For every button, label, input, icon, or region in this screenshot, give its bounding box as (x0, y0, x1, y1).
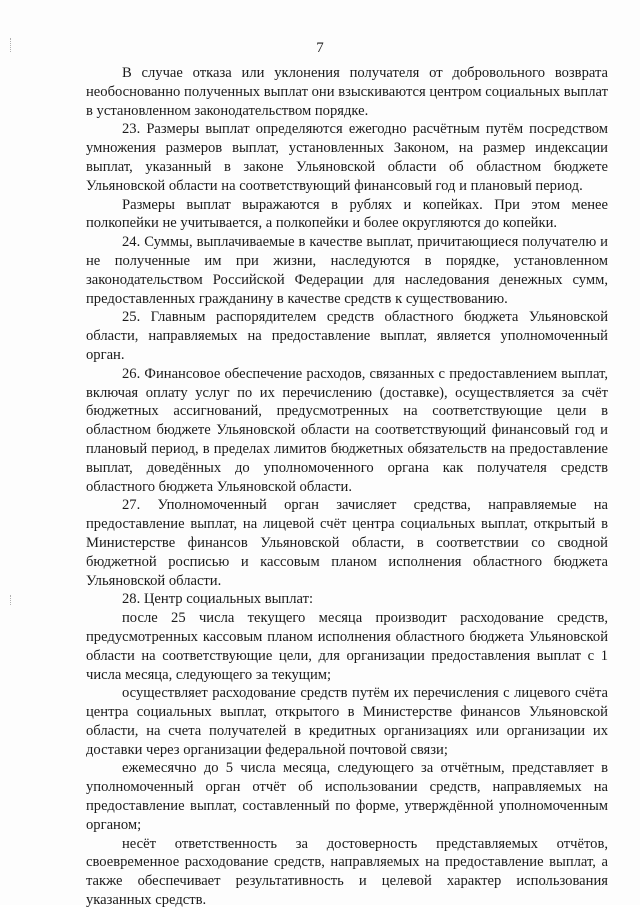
paragraph-28-item-2: осуществляет расходование средств путём их перечисления с лицевого счёта центра социальных выплат, открытого в Министерстве финансов Ульяновской области, на счета получателей в кредитных организациях или организации их доставки через организации федеральной почтовой связи; (86, 685, 608, 758)
paragraph-rounding: Размеры выплат выражаются в рублях и копейках. При этом менее полкопейки не учитывается, а полкопейки и более округляются до копейки. (86, 196, 608, 232)
paragraph-28: 28. Центр социальных выплат: (122, 591, 314, 608)
page-number: 7 (316, 40, 324, 56)
paragraph-28-item-4: несёт ответственность за достоверность представляемых отчётов, своевременное расходование средств, направляемых на предоставление выплат, а также обеспечивает результативность и целевой характер использования указанных средств. (86, 835, 608, 909)
paragraph-23: 23. Размеры выплат определяются ежегодно расчётным путём посредством умножения размеров выплат, установленных Законом, на размер индексации выплат, указанный в законе Ульяновской области об областном бюджете Ульяновской области на соответствующий финансовый год и плановый период. (86, 121, 608, 194)
margin-mark (10, 595, 13, 605)
paragraph-25: 25. Главным распорядителем средств областного бюджета Ульяновской области, направляемых на предоставление выплат, является уполномоченный орган. (86, 309, 608, 363)
paragraph-24: 24. Суммы, выплачиваемые в качестве выплат, причитающиеся получателю и не полученные им при жизни, наследуются в порядке, установленном законодательством Российской Федерации для наследования денежных сумм, предоставленных гражданину в качестве средств к существованию. (86, 234, 608, 307)
document-body (86, 64, 608, 910)
paragraph-28-item-3: ежемесячно до 5 числа месяца, следующего за отчётным, представляет в уполномоченный орган отчёт об использовании средств, направляемых на предоставление выплат, составленный по форме, утверждённой уполномоченным органом; (86, 760, 608, 833)
paragraph-refund: В случае отказа или уклонения получателя от добровольного возврата необоснованно полученных выплат они взыскиваются центром социальных выплат в установленном законодательством порядке. (86, 65, 608, 119)
paragraph-28-item-1: после 25 числа текущего месяца производит расходование средств, предусмотренных кассовым планом исполнения областного бюджета Ульяновской области на соответствующие цели, для организации предоставления выплат с 1 числа месяца, следующего за текущим; (86, 610, 608, 683)
paragraph-27: 27. Уполномоченный орган зачисляет средства, направляемые на предоставление выплат, на лицевой счёт центра социальных выплат, открытый в Министерстве финансов Ульяновской области, в соответствии со сводной бюджетной росписью и кассовым планом исполнения областного бюджета Ульяновской области. (86, 497, 608, 589)
paragraph-26: 26. Финансовое обеспечение расходов, связанных с предоставлением выплат, включая оплату услуг по их перечислению (доставке), осуществляется за счёт бюджетных ассигнований, предусмотренных на соответствующие цели в областном бюджете Ульяновской области на соответствующий финансовый год и плановый период, в пределах лимитов бюджетных обязательств на предоставление выплат, доведённых до уполномоченного органа как получателя средств областного бюджета Ульяновской области. (86, 365, 608, 495)
